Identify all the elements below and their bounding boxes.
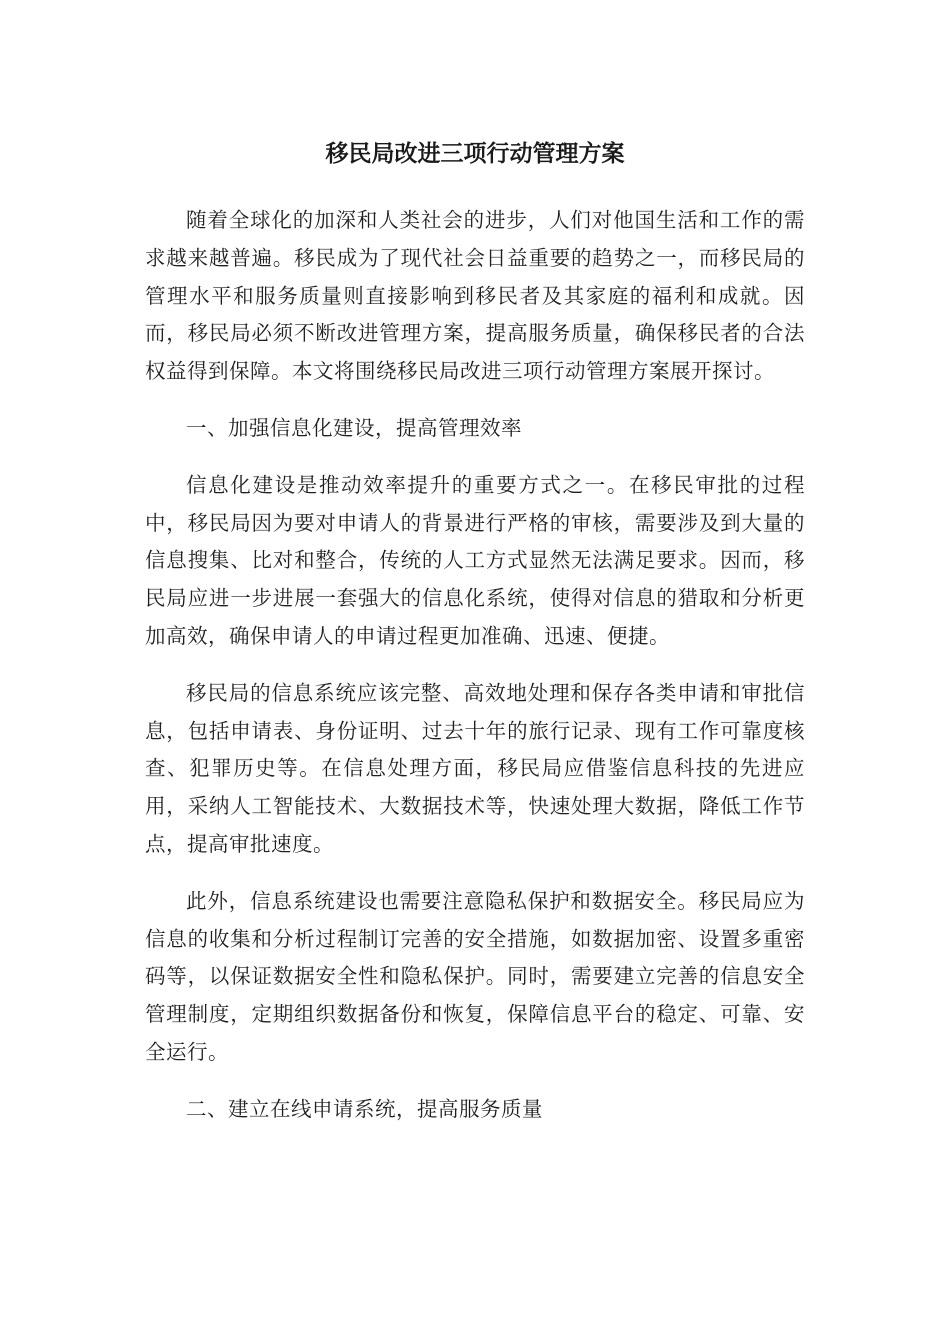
paragraph-intro: 随着全球化的加深和人类社会的进步，人们对他国生活和工作的需求越来越普遍。移民成为了现代社会日益重要的趋势之一，而移民局的管理水平和服务质量则直接影响到移民者及其家庭的福利和成就。因而，移民局必须不断改进管理方案，提高服务质量，确保移民者的合法权益得到保障。本文将围绕移民局改进三项行动管理方案展开探讨。 [145, 208, 805, 384]
section-heading-1: 一、加强信息化建设，提高管理效率 [186, 415, 522, 440]
document-body [145, 202, 805, 1148]
paragraph-section1-c: 此外，信息系统建设也需要注意隐私保护和数据安全。移民局应为信息的收集和分析过程制订完善的安全措施，如数据加密、设置多重密码等，以保证数据安全性和隐私保护。同时，需要建立完善的信息安全管理制度，定期组织数据备份和恢复，保障信息平台的稳定、可靠、安全运行。 [145, 888, 805, 1064]
paragraph-section1-a: 信息化建设是推动效率提升的重要方式之一。在移民审批的过程中，移民局因为要对申请人的背景进行严格的审核，需要涉及到大量的信息搜集、比对和整合，传统的人工方式显然无法满足要求。因而，移民局应进一步进展一套强大的信息化系统，使得对信息的猎取和分析更加高效，确保申请人的申请过程更加准确、迅速、便捷。 [145, 472, 805, 648]
document-title: 移民局改进三项行动管理方案 [325, 141, 625, 167]
paragraph-section1-b: 移民局的信息系统应该完整、高效地处理和保存各类申请和审批信息，包括申请表、身份证明、过去十年的旅行记录、现有工作可靠度核查、犯罪历史等。在信息处理方面，移民局应借鉴信息科技的先进应用，采纳人工智能技术、大数据技术等，快速处理大数据，降低工作节点，提高审批速度。 [145, 680, 805, 856]
section-heading-2: 二、建立在线申请系统，提高服务质量 [186, 1096, 543, 1121]
